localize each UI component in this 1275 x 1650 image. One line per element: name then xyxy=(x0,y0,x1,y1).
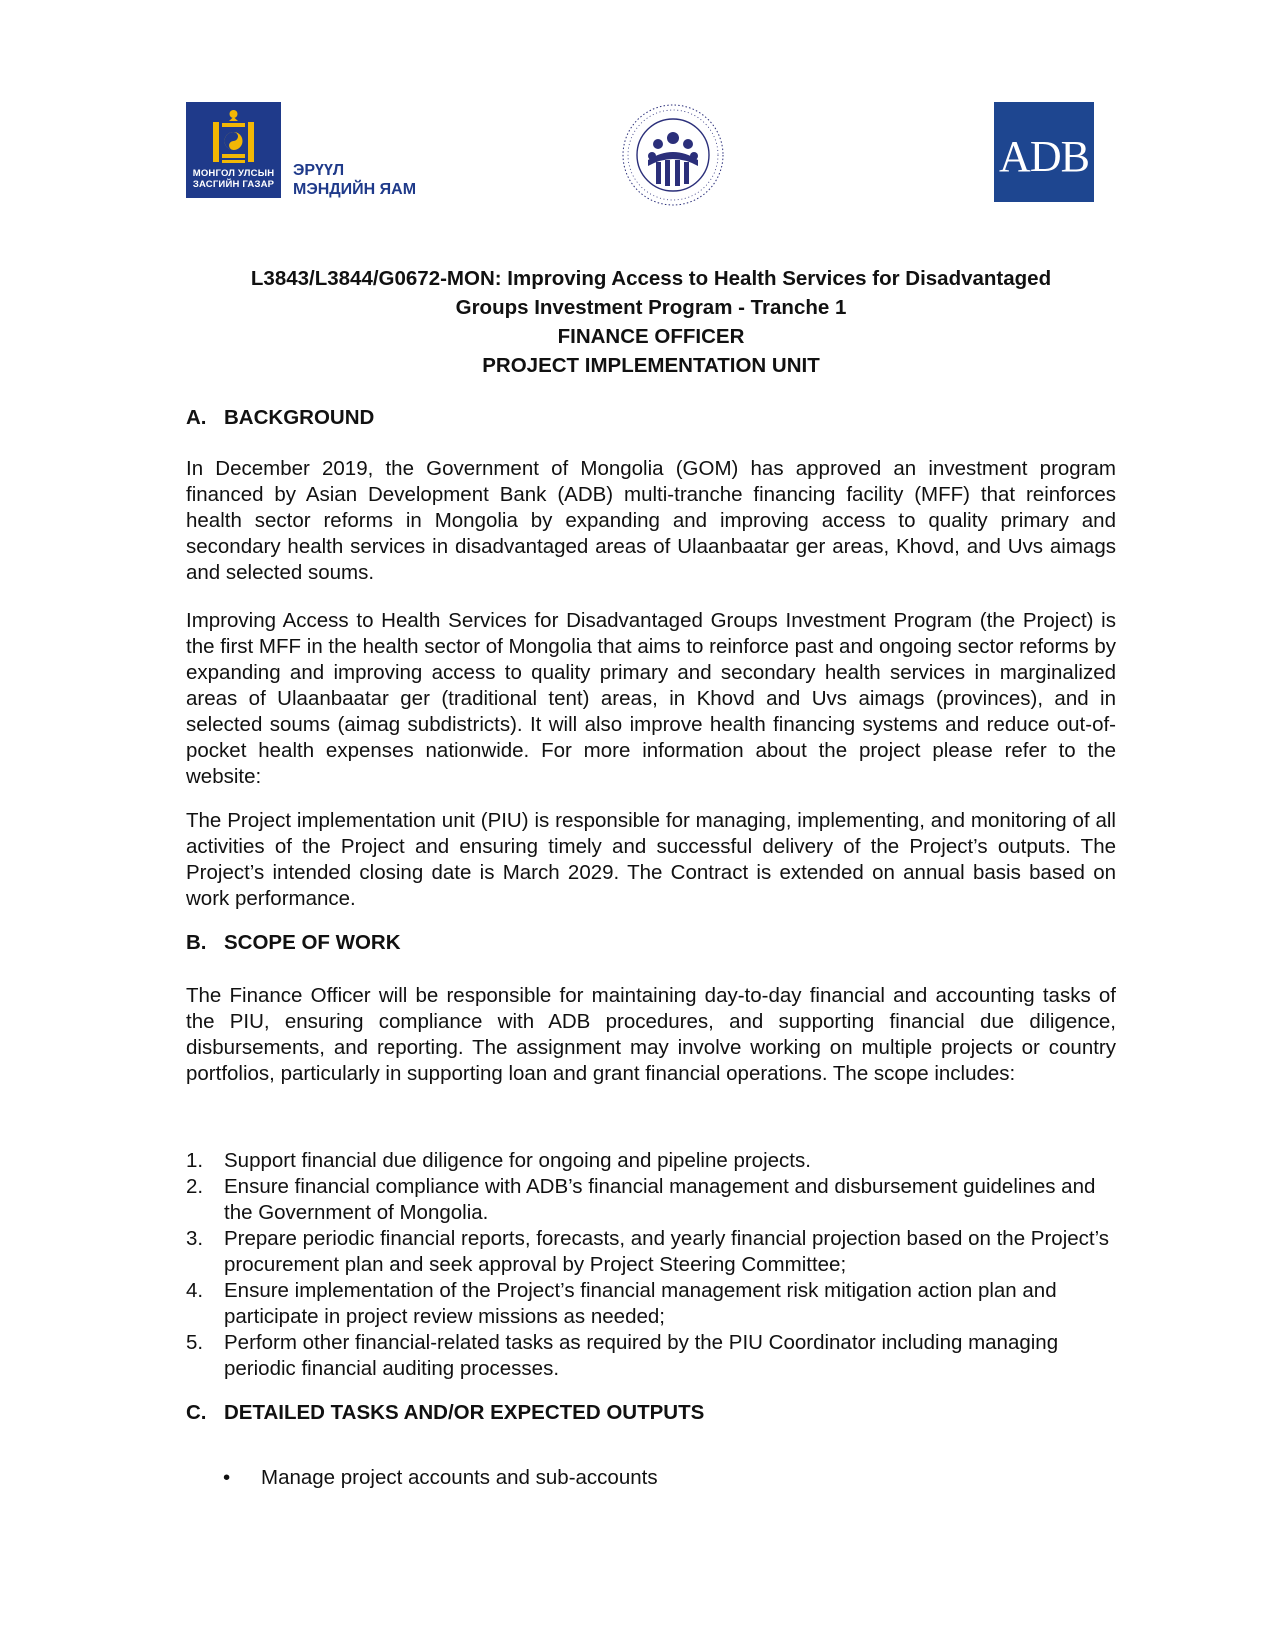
list-item-number: 2. xyxy=(186,1175,204,1198)
list-item xyxy=(186,1278,1116,1330)
government-logo-caption: МОНГОЛ УЛСЫН ЗАСГИЙН ГАЗАР xyxy=(192,168,275,190)
title-line-4: PROJECT IMPLEMENTATION UNIT xyxy=(482,354,820,377)
title-line-3: FINANCE OFFICER xyxy=(557,325,745,348)
section-a-letter: A. xyxy=(186,406,207,429)
government-logo xyxy=(186,102,281,198)
section-c-title: DETAILED TASKS AND/OR EXPECTED OUTPUTS xyxy=(224,1401,705,1424)
list-item xyxy=(186,1148,1116,1174)
list-item-text: Prepare periodic financial reports, forecasts, and yearly financial projection based on the Project’s procurement plan and seek approval by Project Steering Committee; xyxy=(224,1227,1110,1276)
list-item-number: 1. xyxy=(186,1149,204,1172)
list-item-text: Ensure financial compliance with ADB’s financial management and disbursement guidelines and the Government of Mongolia. xyxy=(224,1175,1096,1224)
soyombo-emblem-icon xyxy=(210,108,257,166)
list-item xyxy=(186,1226,1116,1278)
ministry-name xyxy=(293,161,416,199)
list-item xyxy=(186,1174,1116,1226)
list-item-number: 4. xyxy=(186,1279,204,1302)
document-title xyxy=(186,264,1116,380)
ministry-name-line2: МЭНДИЙН ЯАМ xyxy=(293,181,417,198)
list-item-text: Perform other financial-related tasks as required by the PIU Coordinator including managing periodic financial auditing processes. xyxy=(224,1331,1059,1380)
ministry-name-line1: ЭРҮҮЛ xyxy=(293,162,345,179)
title-line-2: Groups Investment Program - Tranche 1 xyxy=(455,296,847,319)
bullet-item xyxy=(223,1465,658,1491)
section-b-title: SCOPE OF WORK xyxy=(224,931,401,954)
list-item xyxy=(186,1330,1116,1382)
bullet-marker: • xyxy=(223,1466,231,1489)
background-paragraph-2: Improving Access to Health Services for Disadvantaged Groups Investment Program (the Project) is the first MFF in the health sector of Mongolia that aims to reinforce past and ongoing sector reforms by expanding and improving access to quality primary and secondary health services in marginalized areas of Ulaanbaatar ger (traditional tent) areas, in Khovd and Uvs aimags (provinces), and in selected soums (aimag subdistricts). It will also improve health financing systems and reduce out-of-pocket health expenses nationwide. For more information about the project please refer to the website: xyxy=(186,609,1116,788)
title-line-1: L3843/L3844/G0672-MON: Improving Access to Health Services for Disadvantaged xyxy=(250,267,1052,290)
family-circle-logo-icon xyxy=(618,100,728,210)
list-item-number: 5. xyxy=(186,1331,204,1354)
scope-paragraph: The Finance Officer will be responsible for maintaining day-to-day financial and accounting tasks of the PIU, ensuring compliance with ADB procedures, and supporting financial due diligence, disbursements, and reporting. The assignment may involve working on multiple projects or country portfolios, particularly in supporting loan and grant financial operations. The scope includes: xyxy=(186,984,1116,1085)
list-item-number: 3. xyxy=(186,1227,204,1250)
adb-logo xyxy=(994,102,1094,202)
list-item-text: Ensure implementation of the Project’s financial management risk mitigation action plan and participate in project review missions as needed; xyxy=(224,1279,1057,1328)
section-c-heading xyxy=(186,1400,704,1426)
section-b-heading xyxy=(186,930,401,956)
tasks-list xyxy=(223,1465,658,1491)
section-a-title: BACKGROUND xyxy=(224,406,375,429)
background-paragraph-3: The Project implementation unit (PIU) is responsible for managing, implementing, and monitoring of all activities of the Project and ensuring timely and successful delivery of the Project’s outputs. The Project’s intended closing date is March 2029. The Contract is extended on annual basis based on work performance. xyxy=(186,809,1116,910)
section-a-heading xyxy=(186,405,374,431)
background-paragraph-1: In December 2019, the Government of Mongolia (GOM) has approved an investment program financed by Asian Development Bank (ADB) multi-tranche financing facility (MFF) that reinforces health sector reforms in Mongolia by expanding and improving access to quality primary and secondary health services in disadvantaged areas of Ulaanbaatar ger areas, Khovd, and Uvs aimags and selected soums. xyxy=(186,457,1116,584)
bullet-item-text: Manage project accounts and sub-accounts xyxy=(261,1466,658,1489)
scope-list xyxy=(186,1148,1116,1382)
section-c-letter: C. xyxy=(186,1401,207,1424)
section-b-letter: B. xyxy=(186,931,207,954)
adb-logo-text: ADB xyxy=(999,132,1089,181)
list-item-text: Support financial due diligence for ongoing and pipeline projects. xyxy=(224,1149,811,1172)
